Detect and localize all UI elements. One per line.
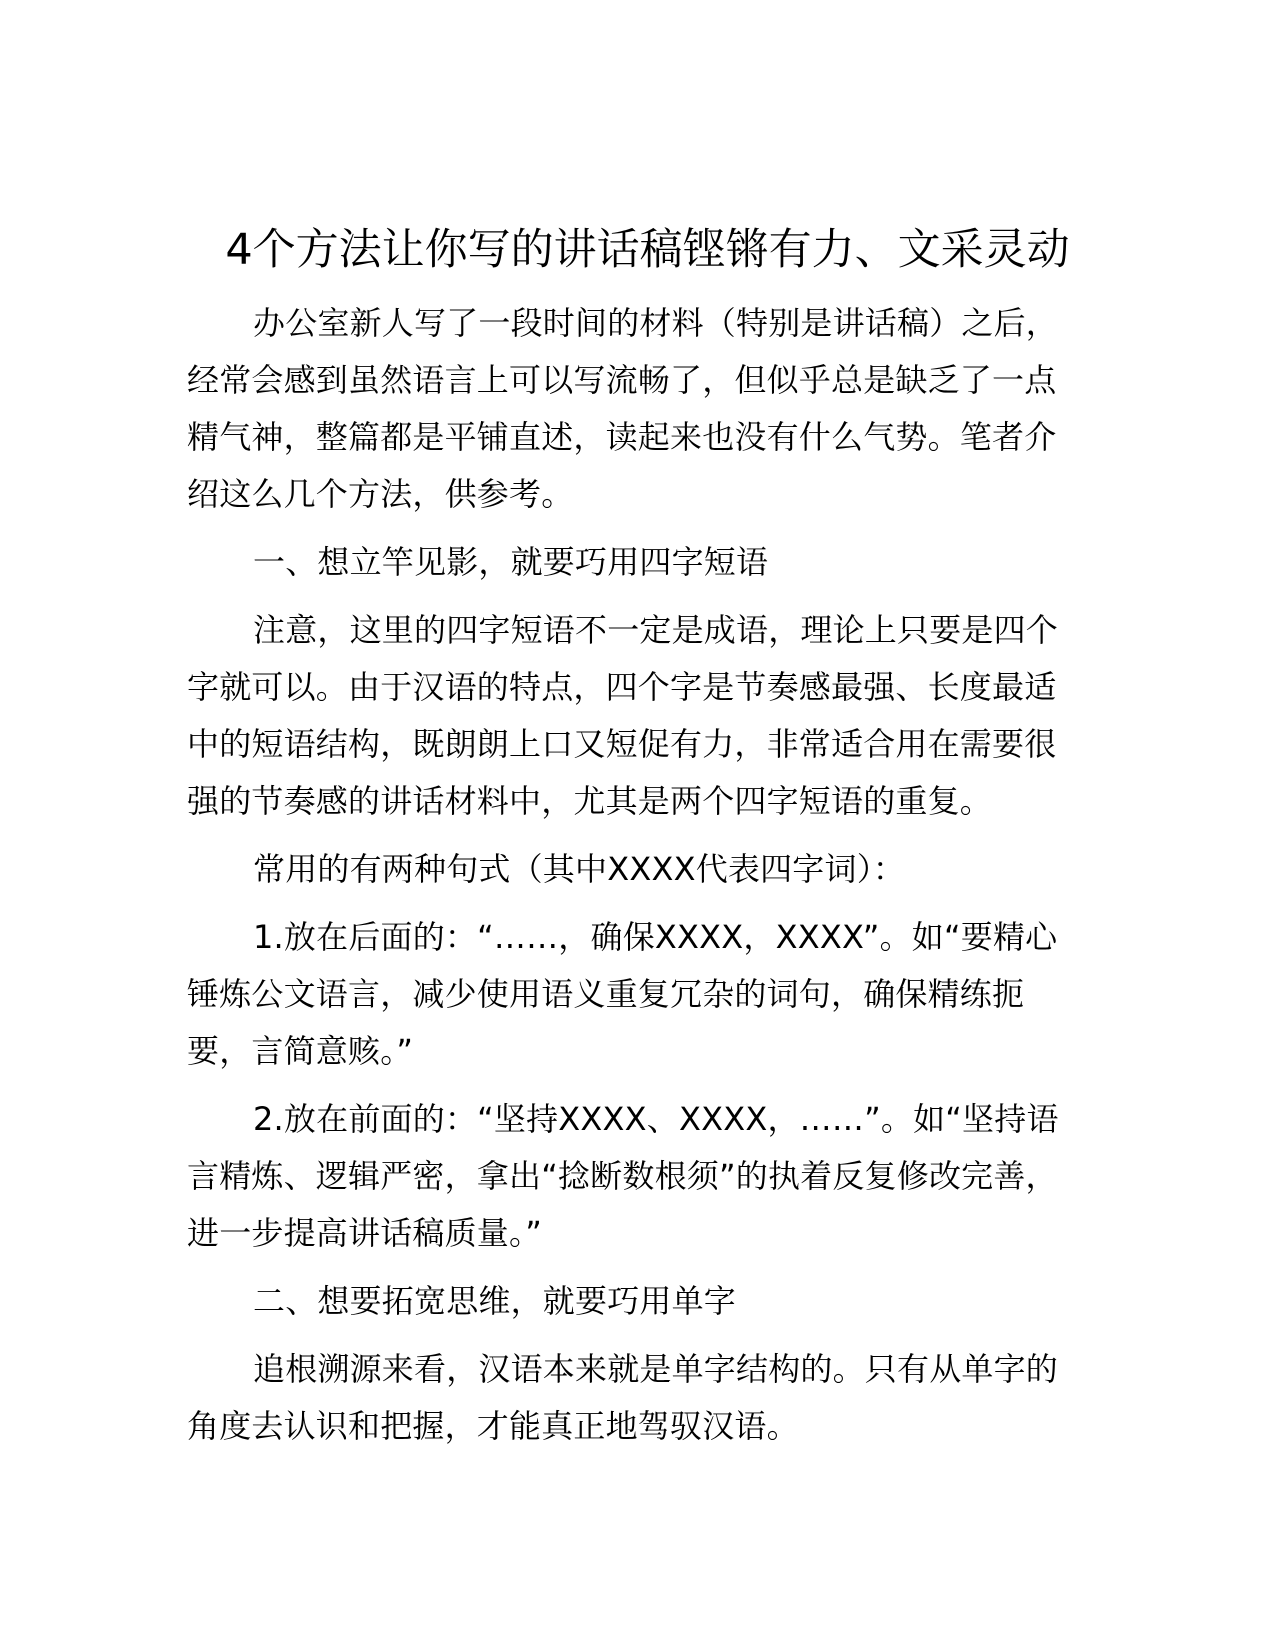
paragraph-pattern-2: 2.放在前面的：“坚持XXXX、XXXX，……”。如“坚持语言精炼、逻辑严密，拿出“捻断数根须”的执着反复修改完善，进一步提高讲话稿质量。” bbox=[187, 1100, 1059, 1252]
paragraph-single-characters: 追根溯源来看，汉语本来就是单字结构的。只有从单字的角度去认识和把握，才能真正地驾驭汉语。 bbox=[187, 1350, 1059, 1445]
paragraph-intro: 办公室新人写了一段时间的材料（特别是讲话稿）之后，经常会感到虽然语言上可以写流畅了，但似乎总是缺乏了一点精气神，整篇都是平铺直述，读起来也没有什么气势。笔者介绍这么几个方法，供参考。 bbox=[187, 304, 1059, 513]
section-heading-1: 一、想立竿见影，就要巧用四字短语 bbox=[253, 543, 769, 581]
paragraph-sentence-patterns: 常用的有两种句式（其中XXXX代表四字词）： bbox=[253, 850, 906, 888]
paragraph-four-char-phrases: 注意，这里的四字短语不一定是成语，理论上只要是四个字就可以。由于汉语的特点，四个字是节奏感最强、长度最适中的短语结构，既朗朗上口又短促有力，非常适合用在需要很强的节奏感的讲话材料中，尤其是两个四字短语的重复。 bbox=[187, 611, 1059, 820]
paragraph-pattern-1: 1.放在后面的：“……，确保XXXX，XXXX”。如“要精心锤炼公文语言，减少使用语义重复冗杂的词句，确保精练扼要，言简意赅。” bbox=[187, 918, 1058, 1070]
document-body bbox=[187, 295, 1087, 1455]
document-title: 4个方法让你写的讲话稿铿锵有力、文采灵动 bbox=[225, 225, 1070, 275]
section-heading-2: 二、想要拓宽思维，就要巧用单字 bbox=[253, 1282, 737, 1320]
